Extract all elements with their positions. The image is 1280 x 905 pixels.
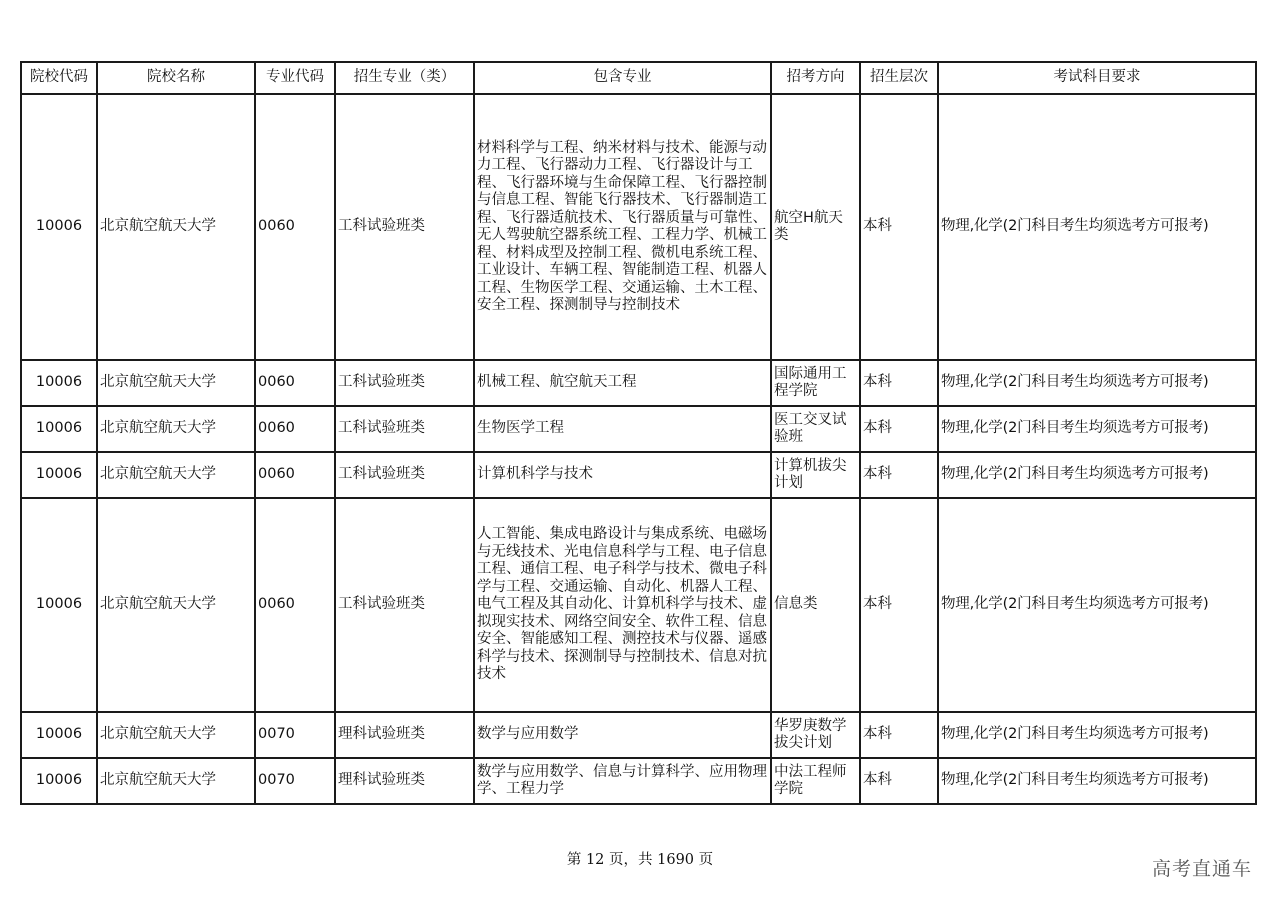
page-number: 第 12 页，共 1690 页 — [566, 852, 714, 868]
header-direction: 招考方向 — [771, 62, 860, 94]
major-code-cell: 0070 — [255, 758, 335, 804]
level-cell: 本科 — [860, 498, 938, 712]
major-code-cell: 0060 — [255, 360, 335, 406]
table-row — [21, 758, 1256, 804]
level-cell: 本科 — [860, 758, 938, 804]
included-majors-cell: 生物医学工程 — [474, 406, 771, 452]
school-code-cell: 10006 — [21, 452, 97, 498]
table-row — [21, 360, 1256, 406]
school-code-cell: 10006 — [21, 94, 97, 360]
table-row — [21, 406, 1256, 452]
subject-requirements-cell: 物理,化学(2门科目考生均须选考方可报考) — [938, 360, 1256, 406]
header-school-code: 院校代码 — [21, 62, 97, 94]
school-name-cell: 北京航空航天大学 — [97, 406, 255, 452]
included-majors-cell: 材料科学与工程、纳米材料与技术、能源与动力工程、飞行器动力工程、飞行器设计与工程、飞行器环境与生命保障工程、飞行器控制与信息工程、智能飞行器技术、飞行器制造工程、飞行器适航技术、飞行器质量与可靠性、无人驾驶航空器系统工程、工程力学、机械工程、材料成型及控制工程、微机电系统工程、工业设计、车辆工程、智能制造工程、机器人工程、生物医学工程、交通运输、土木工程、安全工程、探测制导与控制技术 — [474, 94, 771, 360]
header-included-majors: 包含专业 — [474, 62, 771, 94]
major-cell: 工科试验班类 — [335, 498, 474, 712]
included-majors-cell: 机械工程、航空航天工程 — [474, 360, 771, 406]
school-name-cell: 北京航空航天大学 — [97, 360, 255, 406]
header-school-name: 院校名称 — [97, 62, 255, 94]
header-row — [21, 62, 1256, 94]
major-code-cell: 0070 — [255, 712, 335, 758]
included-majors-cell: 数学与应用数学、信息与计算科学、应用物理学、工程力学 — [474, 758, 771, 804]
subject-requirements-cell: 物理,化学(2门科目考生均须选考方可报考) — [938, 758, 1256, 804]
watermark-text: 高考直通车 — [1151, 858, 1252, 880]
school-name-cell: 北京航空航天大学 — [97, 758, 255, 804]
included-majors-cell: 计算机科学与技术 — [474, 452, 771, 498]
level-cell: 本科 — [860, 452, 938, 498]
level-cell: 本科 — [860, 360, 938, 406]
direction-cell: 国际通用工程学院 — [771, 360, 860, 406]
direction-cell: 医工交叉试验班 — [771, 406, 860, 452]
school-name-cell: 北京航空航天大学 — [97, 452, 255, 498]
major-cell: 工科试验班类 — [335, 360, 474, 406]
level-cell: 本科 — [860, 94, 938, 360]
school-name-cell: 北京航空航天大学 — [97, 712, 255, 758]
direction-cell: 计算机拔尖计划 — [771, 452, 860, 498]
major-code-cell: 0060 — [255, 406, 335, 452]
major-cell: 工科试验班类 — [335, 94, 474, 360]
table-row — [21, 94, 1256, 360]
school-code-cell: 10006 — [21, 712, 97, 758]
direction-cell: 信息类 — [771, 498, 860, 712]
header-major-code: 专业代码 — [255, 62, 335, 94]
table-row — [21, 712, 1256, 758]
school-code-cell: 10006 — [21, 406, 97, 452]
direction-cell: 华罗庚数学拔尖计划 — [771, 712, 860, 758]
major-cell: 理科试验班类 — [335, 758, 474, 804]
direction-cell: 中法工程师学院 — [771, 758, 860, 804]
subject-requirements-cell: 物理,化学(2门科目考生均须选考方可报考) — [938, 712, 1256, 758]
school-name-cell: 北京航空航天大学 — [97, 498, 255, 712]
subject-requirements-cell: 物理,化学(2门科目考生均须选考方可报考) — [938, 94, 1256, 360]
included-majors-cell: 人工智能、集成电路设计与集成系统、电磁场与无线技术、光电信息科学与工程、电子信息工程、通信工程、电子科学与技术、微电子科学与工程、交通运输、自动化、机器人工程、电气工程及其自动化、计算机科学与技术、虚拟现实技术、网络空间安全、软件工程、信息安全、智能感知工程、测控技术与仪器、遥感科学与技术、探测制导与控制技术、信息对抗技术 — [474, 498, 771, 712]
included-majors-cell: 数学与应用数学 — [474, 712, 771, 758]
header-major: 招生专业（类） — [335, 62, 474, 94]
school-code-cell: 10006 — [21, 498, 97, 712]
major-cell: 工科试验班类 — [335, 406, 474, 452]
admissions-table — [20, 61, 1257, 805]
subject-requirements-cell: 物理,化学(2门科目考生均须选考方可报考) — [938, 498, 1256, 712]
school-name-cell: 北京航空航天大学 — [97, 94, 255, 360]
level-cell: 本科 — [860, 712, 938, 758]
subject-requirements-cell: 物理,化学(2门科目考生均须选考方可报考) — [938, 406, 1256, 452]
major-code-cell: 0060 — [255, 452, 335, 498]
major-code-cell: 0060 — [255, 498, 335, 712]
subject-requirements-cell: 物理,化学(2门科目考生均须选考方可报考) — [938, 452, 1256, 498]
header-level: 招生层次 — [860, 62, 938, 94]
table-row — [21, 498, 1256, 712]
school-code-cell: 10006 — [21, 758, 97, 804]
major-cell: 理科试验班类 — [335, 712, 474, 758]
major-cell: 工科试验班类 — [335, 452, 474, 498]
school-code-cell: 10006 — [21, 360, 97, 406]
major-code-cell: 0060 — [255, 94, 335, 360]
table-row — [21, 452, 1256, 498]
header-subject-requirements: 考试科目要求 — [938, 62, 1256, 94]
direction-cell: 航空H航天类 — [771, 94, 860, 360]
level-cell: 本科 — [860, 406, 938, 452]
